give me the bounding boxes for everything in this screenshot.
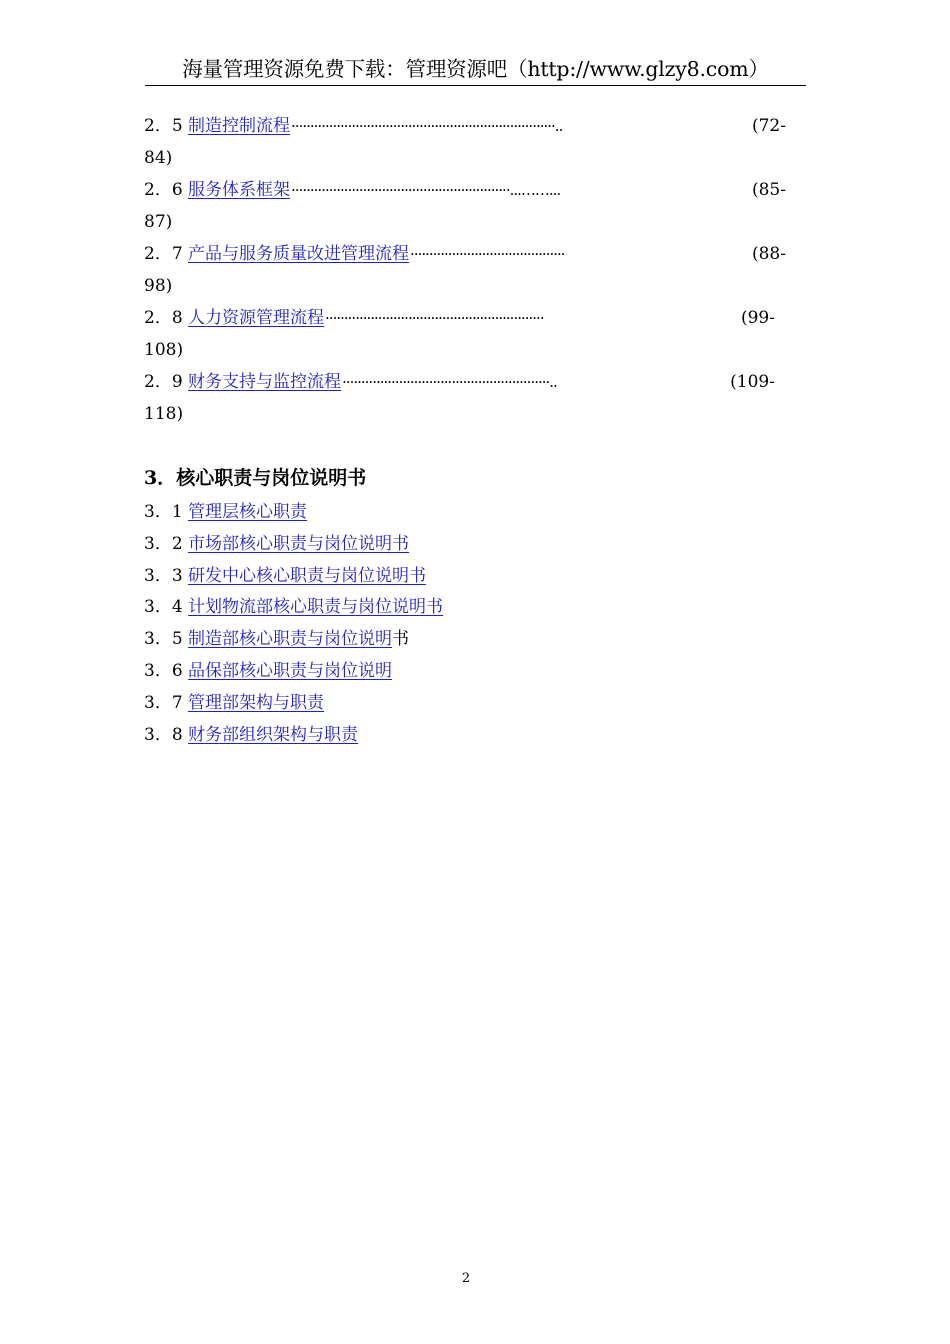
toc-leader-dots: ······································································..: [291, 117, 563, 135]
list-item: [144, 592, 443, 624]
toc-section-2: [144, 110, 786, 430]
toc-leader-dots: ··························································: [325, 309, 544, 327]
toc-leader-dots: ·······················································..: [342, 373, 557, 391]
list-item: [144, 624, 443, 656]
toc-entry: [144, 366, 786, 430]
page-number: 2: [461, 1271, 471, 1286]
toc-page-range: (72-: [751, 116, 786, 136]
toc-entry-number: 2．5: [144, 116, 189, 136]
list-item-number: 3．3: [144, 565, 189, 586]
toc-entry-number: 2．8: [144, 308, 189, 328]
toc-page-range: (109-: [730, 372, 775, 392]
toc-entry: [144, 238, 786, 302]
toc-link-hr-management[interactable]: 人力资源管理流程: [188, 308, 325, 328]
list-item: [144, 561, 443, 593]
link-quality-dept-duties[interactable]: 品保部核心职责与岗位说明: [188, 660, 393, 681]
list-item: [144, 656, 443, 688]
list-item: [144, 688, 443, 720]
list-item: [144, 720, 443, 752]
toc-leader-dots: ·········································: [410, 245, 565, 263]
toc-entry: [144, 174, 786, 238]
list-item-trailing-text: 书: [392, 629, 410, 650]
toc-page-range-cont: 98): [144, 276, 173, 296]
list-item-number: 3．5: [144, 629, 189, 650]
link-finance-dept-structure[interactable]: 财务部组织架构与职责: [188, 724, 359, 745]
link-manufacturing-dept-duties[interactable]: 制造部核心职责与岗位说明: [188, 629, 393, 650]
link-management-core-duties[interactable]: 管理层核心职责: [188, 502, 308, 522]
toc-page-range: (99-: [740, 308, 775, 328]
list-item-number: 3．2: [144, 533, 189, 554]
toc-link-finance-support[interactable]: 财务支持与监控流程: [188, 372, 342, 392]
list-item: [144, 529, 443, 561]
list-item-number: 3．6: [144, 660, 189, 681]
list-item-number: 3．8: [144, 724, 189, 745]
toc-page-range-cont: 108): [144, 340, 184, 360]
toc-page-range-cont: 118): [144, 404, 184, 424]
link-admin-dept-structure[interactable]: 管理部架构与职责: [188, 692, 325, 713]
toc-link-manufacturing-control[interactable]: 制造控制流程: [188, 116, 291, 136]
header-text: 海量管理资源免费下载：管理资源吧（http://www.glzy8.com）: [182, 57, 769, 81]
toc-link-service-framework[interactable]: 服务体系框架: [188, 180, 291, 200]
toc-entry-number: 2．9: [144, 372, 189, 392]
section-3-list: [144, 497, 443, 751]
toc-entry: [144, 302, 786, 366]
toc-entry-number: 2．7: [144, 244, 189, 264]
link-rd-center-duties[interactable]: 研发中心核心职责与岗位说明书: [188, 565, 427, 586]
section-3-heading: 3．核心职责与岗位说明书: [144, 467, 367, 489]
toc-entry-number: 2．6: [144, 180, 189, 200]
list-item: [144, 497, 443, 529]
toc-page-range: (88-: [751, 244, 786, 264]
toc-page-range-cont: 84): [144, 148, 173, 168]
list-item-number: 3．4: [144, 597, 189, 618]
list-item-number: 3．1: [144, 502, 189, 522]
toc-page-range-cont: 87): [144, 212, 173, 232]
link-marketing-dept-duties[interactable]: 市场部核心职责与岗位说明书: [188, 533, 410, 554]
page-header: [145, 54, 806, 86]
list-item-number: 3．7: [144, 692, 189, 713]
toc-entry: [144, 110, 786, 174]
toc-leader-dots: ··························································...……...: [291, 181, 561, 199]
link-logistics-dept-duties[interactable]: 计划物流部核心职责与岗位说明书: [188, 597, 444, 618]
toc-link-quality-improvement[interactable]: 产品与服务质量改进管理流程: [188, 244, 410, 264]
toc-page-range: (85-: [751, 180, 786, 200]
